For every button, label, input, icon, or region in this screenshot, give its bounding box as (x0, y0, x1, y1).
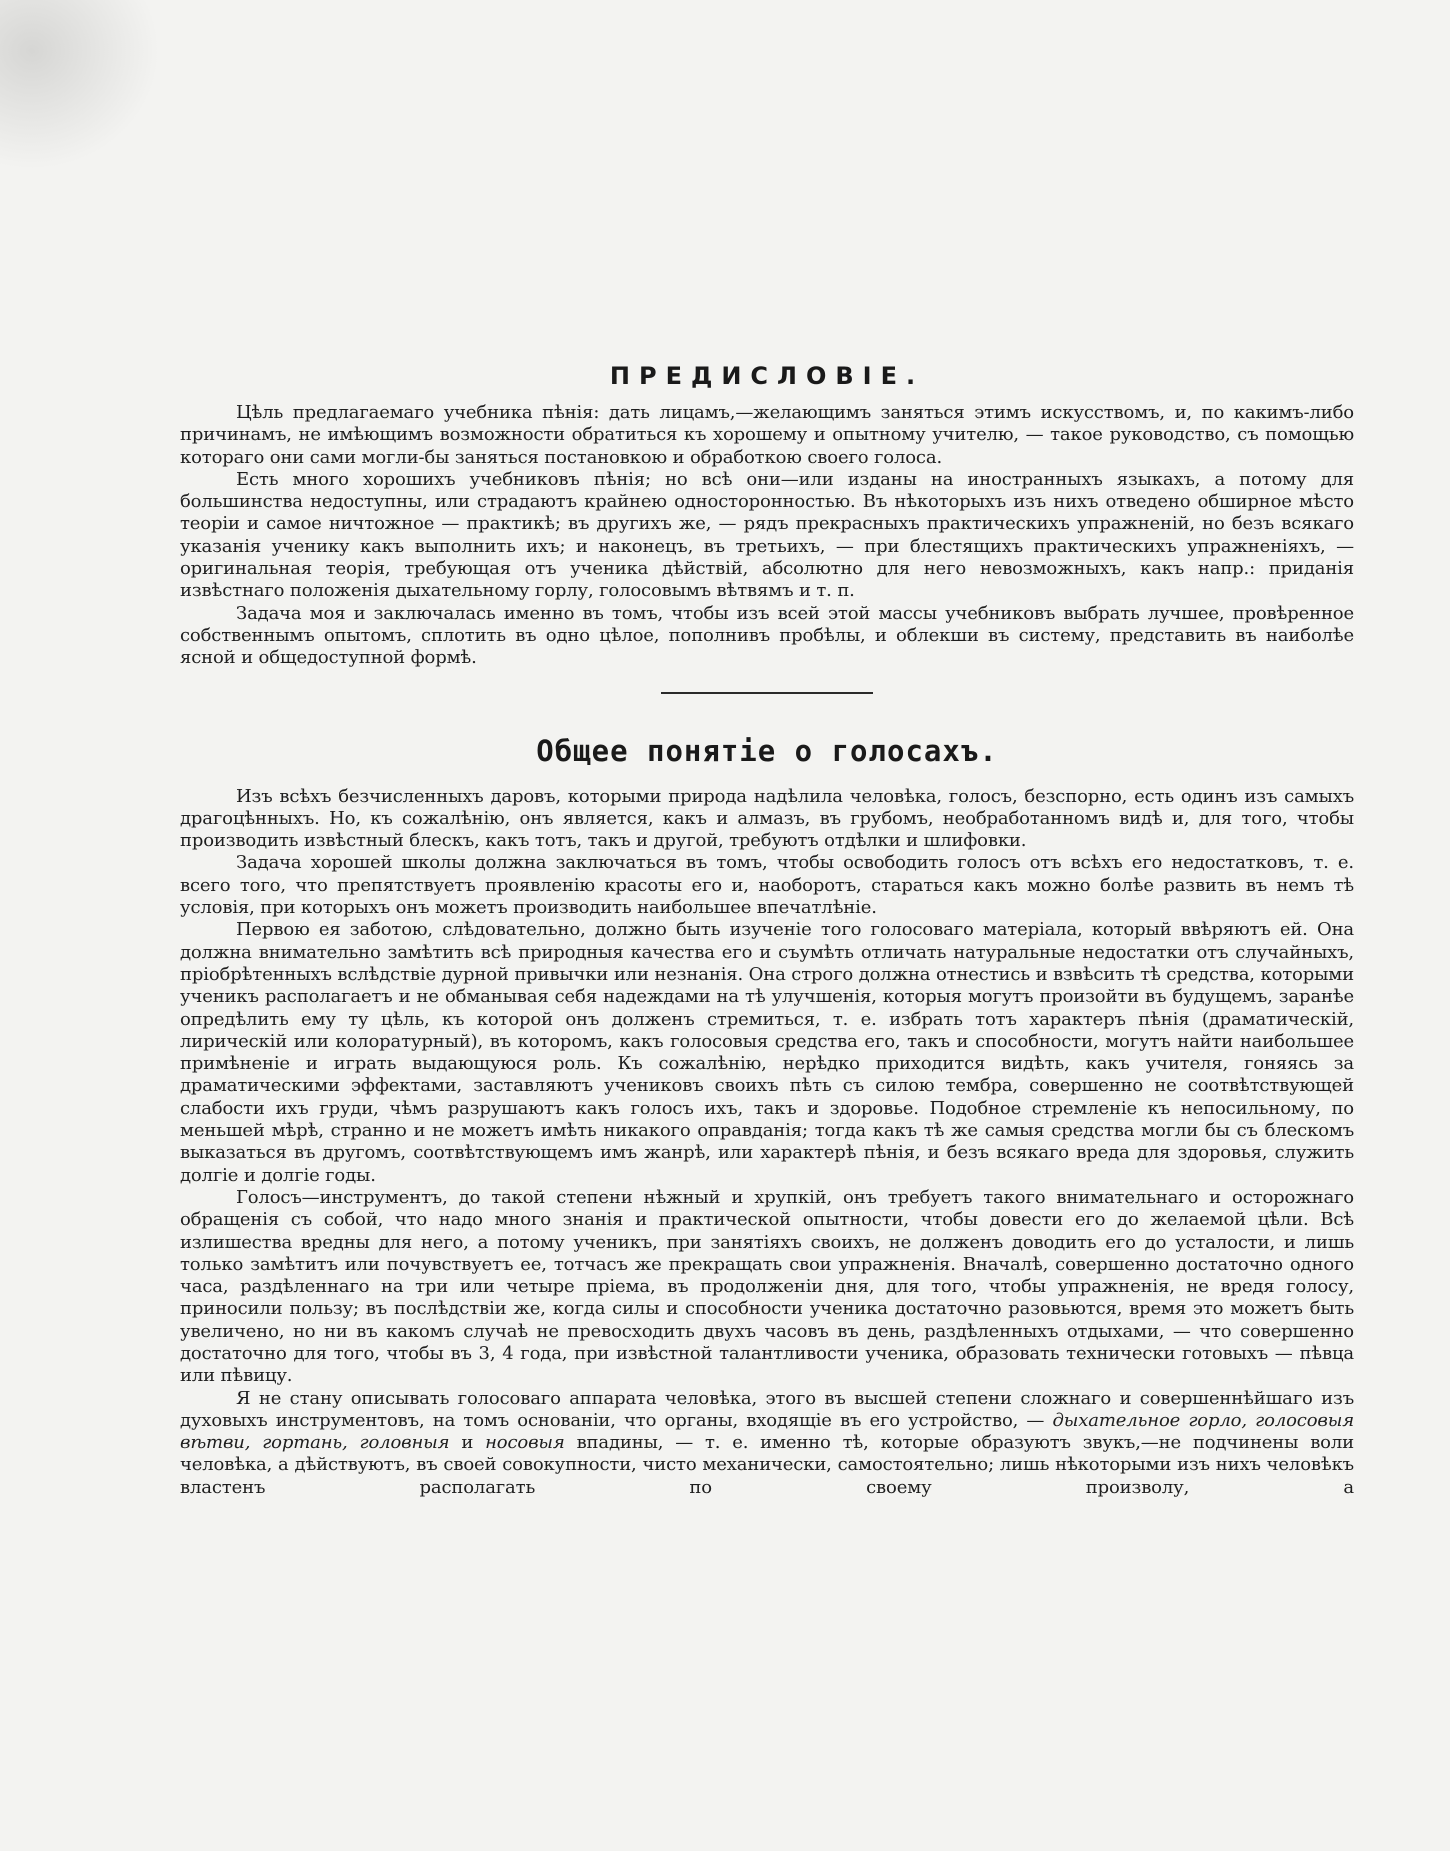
section-title: Общее понятіе о голосахъ. (536, 733, 998, 768)
paragraph-5-text-part2: и (449, 1432, 486, 1454)
section-paragraph-4: Голосъ—инструментъ, до такой степени нѣжный и хрупкій, онъ требуетъ такого внимательнаго и осторожнаго обращенія съ собой, что надо много знанія и практической опытности, чтобы довести его до желаемой цѣли. Всѣ излишества вредны для него, а потому ученикъ, при занятіяхъ своихъ, не долженъ доводить его до усталости, и лишь только замѣтитъ или почувствуетъ ее, тотчасъ же прекращать свои упражненія. Вначалѣ, совершенно достаточно одного часа, раздѣленнаго на три или четыре пріема, въ продолженіи дня, для того, чтобы упражненія, не вредя голосу, приносили пользу; въ послѣдствіи же, когда силы и способности ученика достаточно разовьются, время это можетъ быть увеличено, но ни въ какомъ случаѣ не превосходить двухъ часовъ въ день, раздѣленныхъ отдыхами, — что совершенно достаточно для того, чтобы въ 3, 4 года, при извѣстной талантливости ученика, образовать технически готовыхъ — пѣвца или пѣвицу. (180, 1186, 1354, 1387)
paragraph-5-italic-organs: дыхательное горло, голосовыя вѣтви, гортань, головныя (180, 1409, 1354, 1454)
section-divider-rule (661, 692, 873, 694)
section-paragraph-2: Задача хорошей школы должна заключаться въ томъ, чтобы освободить голосъ отъ всѣхъ его недостатковъ, т. е. всего того, что препятствуетъ проявленію красоты его и, наоборотъ, стараться какъ можно болѣе развить въ немъ тѣ условія, при которыхъ онъ можетъ производить наибольшее впечатлѣніе. (180, 852, 1354, 919)
preface-paragraph-1: Цѣль предлагаемаго учебника пѣнія: дать лицамъ,—желающимъ заняться этимъ искусствомъ, и, по какимъ-либо причинамъ, не имѣющимъ возможности обратиться къ хорошему и опытному учителю, — такое руководство, съ помощью котораго они сами могли-бы заняться постановкою и обработкою своего голоса. (180, 402, 1354, 468)
scan-stain (0, 0, 160, 170)
text-column (180, 362, 1354, 1499)
section-paragraph-3: Первою ея заботою, слѣдовательно, должно быть изученіе того голосоваго матеріала, который ввѣряютъ ей. Она должна внимательно замѣтить всѣ природныя качества его и съумѣть отличать натуральные недостатки отъ случайныхъ, пріобрѣтенныхъ вслѣдствіе дурной привычки или незнанія. Она строго должна отнестись и взвѣсить тѣ средства, которыми ученикъ располагаетъ и не обманывая себя надеждами на тѣ улучшенія, которыя могутъ произойти въ будущемъ, заранѣе опредѣлить ему ту цѣль, къ которой онъ долженъ стремиться, т. е. избрать тотъ характеръ пѣнія (драматическій, лирическій или колоратурный), въ которомъ, какъ голосовыя средства его, такъ и способности, могутъ найти наибольшее примѣненіе и играть выдающуюся роль. Къ сожалѣнію, нерѣдко приходится видѣть, какъ учителя, гоняясь за драматическими эффектами, заставляютъ учениковъ своихъ пѣть съ силою тембра, совершенно не соотвѣтствующей слабости ихъ груди, чѣмъ разрушаютъ какъ голосъ ихъ, такъ и здоровье. Подобное стремленіе къ непосильному, по меньшей мѣрѣ, странно и не можетъ имѣть никакого оправданія; тогда какъ тѣ же самыя средства могли бы съ блескомъ выказаться въ другомъ, соотвѣтствующемъ имъ жанрѣ, или характерѣ пѣнія, и безъ всякаго вреда для здоровья, служить долгіе и долгіе годы. (180, 919, 1354, 1186)
paragraph-5-text-part1: Я не стану описывать голосоваго аппарата человѣка, этого въ высшей степени сложнаго и совершеннѣйшаго изъ духовыхъ инструментовъ, на томъ основаніи, что органы, входящіе въ его устройство, — (180, 1387, 1354, 1431)
preface-title: ПРЕДИСЛОВІЕ. (609, 362, 925, 390)
section-paragraph-5 (180, 1388, 1354, 1499)
section-paragraph-1: Изъ всѣхъ безчисленныхъ даровъ, которыми природа надѣлила человѣка, голосъ, безспорно, есть одинъ изъ самыхъ драгоцѣнныхъ. Но, къ сожалѣнію, онъ является, какъ и алмазъ, въ грубомъ, необработанномъ видѣ и, для того, чтобы производить извѣстный блескъ, какъ тотъ, такъ и другой, требуютъ отдѣлки и шлифовки. (180, 785, 1354, 852)
preface-paragraph-3: Задача моя и заключалась именно въ томъ, чтобы изъ всей этой массы учебниковъ выбрать лучшее, провѣренное собственнымъ опытомъ, сплотить въ одно цѣлое, пополнивъ пробѣлы, и облекши въ систему, представить въ наиболѣе ясной и общедоступной формѣ. (180, 602, 1354, 669)
preface-paragraph-2: Есть много хорошихъ учебниковъ пѣнія; но всѣ они—или изданы на иностранныхъ языкахъ, а потому для большинства недоступны, или страдаютъ крайнею односторонностью. Въ нѣкоторыхъ изъ нихъ отведено обширное мѣсто теоріи и самое ничтожное — практикѣ; въ другихъ же, — рядъ прекрасныхъ практическихъ упражненій, но безъ всякаго указанія ученику какъ выполнить ихъ; и наконецъ, въ третьихъ, — при блестящихъ практическихъ упражненіяхъ, — оригинальная теорія, требующая отъ ученика дѣйствій, абсолютно для него невозможныхъ, какъ напр.: приданія извѣстнаго положенія дыхательному горлу, голосовымъ вѣтвямъ и т. п. (180, 468, 1354, 602)
paragraph-5-text-part3: впадины, — т. е. именно тѣ, которые образуютъ звукъ,—не подчинены воли человѣка, а дѣйствуютъ, въ своей совокупности, чисто механически, самостоятельно; лишь нѣкоторыми изъ нихъ человѣкъ властенъ располагать по своему произволу, а (180, 1432, 1354, 1498)
paragraph-5-italic-nasal: носовыя (485, 1432, 565, 1454)
